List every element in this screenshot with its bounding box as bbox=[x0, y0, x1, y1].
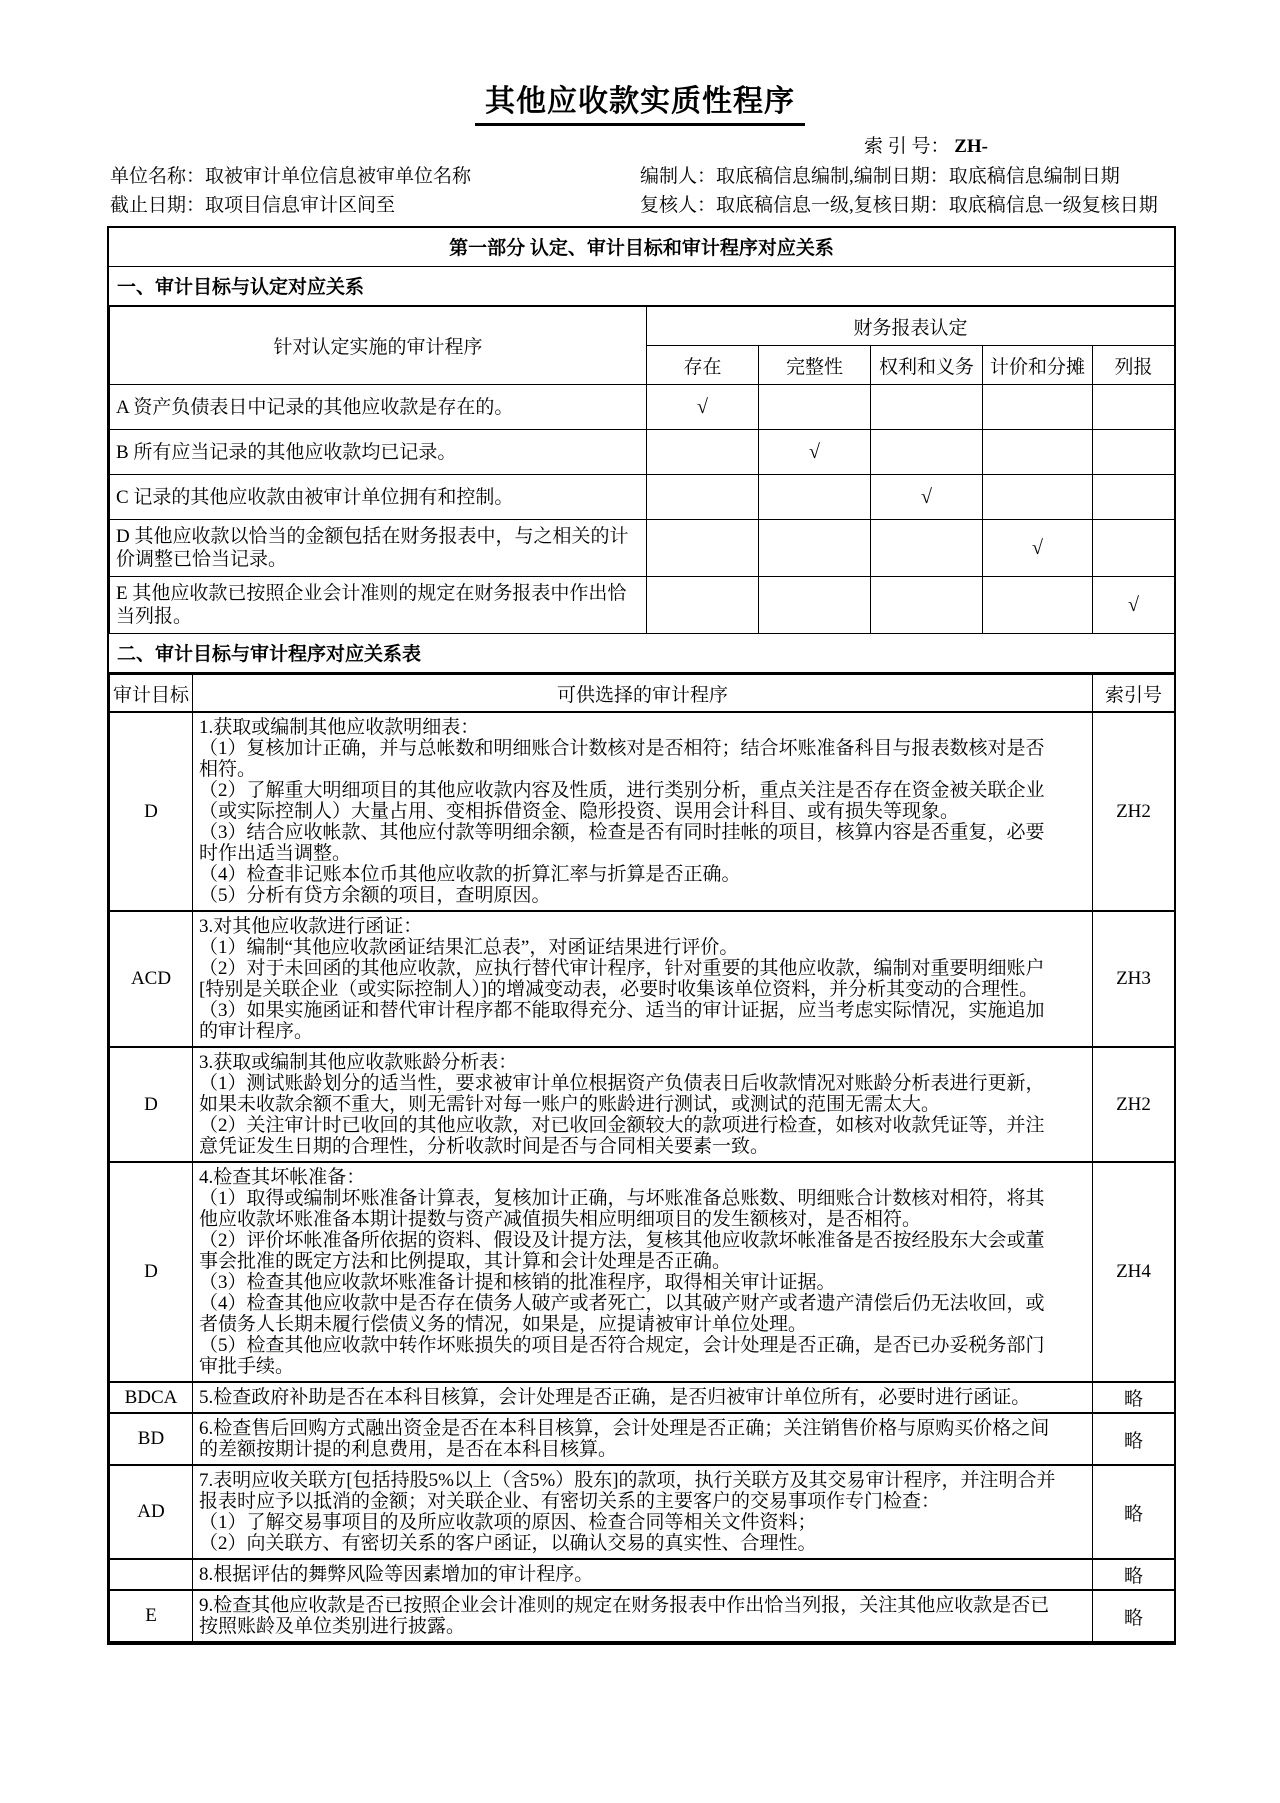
procedure-text-cell bbox=[193, 1162, 1093, 1382]
procedure-item: （1）了解交易事项目的及所应收款项的原因、检查合同等相关文件资料； bbox=[199, 1512, 817, 1533]
assertion-header: 列报 bbox=[1093, 346, 1175, 385]
info-row-2 bbox=[0, 191, 1280, 220]
procedure-item: （3）结合应收帐款、其他应付款等明细余额，检查是否有同时挂帐的项目，核算内容是否重复，必要时作出适当调整。 bbox=[199, 822, 1045, 864]
preparer-label: 编制人： bbox=[640, 166, 717, 187]
procedure-item: 5.检查政府补助是否在本科目核算，会计处理是否正确，是否归被审计单位所有，必要时进行函证。 bbox=[199, 1387, 1031, 1408]
audit-goal-cell: D bbox=[110, 1162, 193, 1382]
check-cell-empty bbox=[871, 577, 983, 634]
assertion-row bbox=[110, 385, 1175, 430]
assertion-procedure-text: B 所有应当记录的其他应收款均已记录。 bbox=[110, 430, 647, 475]
procedure-text-cell bbox=[193, 1413, 1093, 1465]
check-cell-empty bbox=[1093, 520, 1175, 577]
procedure-row bbox=[110, 911, 1175, 1047]
check-cell-empty bbox=[647, 475, 759, 520]
procedure-text-cell bbox=[193, 1465, 1093, 1559]
procedure-text-cell bbox=[193, 911, 1093, 1047]
procedure-row bbox=[110, 1047, 1175, 1162]
procedure-text-cell bbox=[193, 1047, 1093, 1162]
index-ref-cell: 略 bbox=[1093, 1465, 1175, 1559]
index-ref-cell: ZH2 bbox=[1093, 712, 1175, 911]
check-cell-empty bbox=[1093, 430, 1175, 475]
unit-name-value: 取被审计单位信息被审单位名称 bbox=[205, 166, 472, 187]
procedure-item: （2）关注审计时已收回的其他应收款，对已收回金额较大的款项进行检查，如核对收款凭证等，并注意凭证发生日期的合理性，分析收款时间是否与合同相关要素一致。 bbox=[199, 1115, 1045, 1157]
cutoff-date-label: 截止日期： bbox=[110, 195, 206, 216]
procedure-row bbox=[110, 1590, 1175, 1642]
index-ref-cell: ZH4 bbox=[1093, 1162, 1175, 1382]
check-cell-empty bbox=[983, 577, 1093, 634]
procedure-item: （5）分析有贷方余额的项目，查明原因。 bbox=[199, 885, 551, 906]
index-ref-cell: ZH2 bbox=[1093, 1047, 1175, 1162]
check-cell-empty bbox=[1093, 385, 1175, 430]
audit-goal-cell: E bbox=[110, 1590, 193, 1642]
assertion-procedure-text: E 其他应收款已按照企业会计准则的规定在财务报表中作出恰当列报。 bbox=[110, 577, 647, 634]
assertion-header: 完整性 bbox=[759, 346, 871, 385]
check-cell-empty bbox=[759, 475, 871, 520]
procedure-item: （1）编制“其他应收款函证结果汇总表”，对函证结果进行评价。 bbox=[199, 937, 739, 958]
procedure-item: （3）检查其他应收款坏账准备计提和核销的批准程序，取得相关审计证据。 bbox=[199, 1272, 836, 1293]
check-mark: √ bbox=[759, 430, 871, 475]
procedure-item: 9.检查其他应收款是否已按照企业会计准则的规定在财务报表中作出恰当列报，关注其他应收款是否已按照账龄及单位类别进行披露。 bbox=[199, 1595, 1050, 1637]
procedure-item: （1）复核加计正确，并与总帐数和明细账合计数核对是否相符；结合坏账准备科目与报表数核对是否相符。 bbox=[199, 738, 1045, 780]
part1-section-title: 第一部分 认定、审计目标和审计程序对应关系 bbox=[109, 228, 1174, 267]
preparer-field bbox=[640, 162, 1120, 191]
check-mark: √ bbox=[647, 385, 759, 430]
procedure-row bbox=[110, 1413, 1175, 1465]
cutoff-date-field bbox=[110, 191, 395, 220]
check-cell-empty bbox=[983, 430, 1093, 475]
assertion-row bbox=[110, 520, 1175, 577]
review-date-label: 复核日期： bbox=[853, 195, 949, 216]
check-cell-empty bbox=[647, 430, 759, 475]
procedure-item: 6.检查售后回购方式融出资金是否在本科目核算，会计处理是否正确；关注销售价格与原购买价格之间的差额按期计提的利息费用，是否在本科目核算。 bbox=[199, 1418, 1050, 1460]
index-number-value: ZH- bbox=[954, 136, 988, 157]
info-row-1 bbox=[0, 162, 1280, 191]
assertions-table bbox=[109, 306, 1175, 634]
assertion-row bbox=[110, 475, 1175, 520]
assertions-header-row-1 bbox=[110, 307, 1175, 346]
procedure-row bbox=[110, 1465, 1175, 1559]
audit-goal-cell: BD bbox=[110, 1413, 193, 1465]
unit-name-field bbox=[110, 162, 471, 191]
procedure-item: （2）了解重大明细项目的其他应收款内容及性质，进行类别分析，重点关注是否存在资金被关联企业（或实际控制人）大量占用、变相拆借资金、隐形投资、误用会计科目、或有损失等现象。 bbox=[199, 780, 1045, 822]
reviewer-value: 取底稿信息一级, bbox=[716, 195, 854, 216]
assertion-procedure-text: D 其他应收款以恰当的金额包括在财务报表中，与之相关的计价调整已恰当记录。 bbox=[110, 520, 647, 577]
procedures-header-row bbox=[110, 674, 1175, 712]
procedure-item: 3.获取或编制其他应收款账龄分析表： bbox=[199, 1052, 518, 1073]
procedure-item: 3.对其他应收款进行函证： bbox=[199, 916, 423, 937]
unit-name-label: 单位名称： bbox=[110, 166, 206, 187]
procedure-item: （1）取得或编制坏账准备计算表，复核加计正确，与坏账准备总账数、明细账合计数核对相符，将其他应收款坏账准备本期计提数与资产减值损失相应明细项目的发生额核对，是否相符。 bbox=[199, 1188, 1045, 1230]
part1-sub2-title: 二、审计目标与审计程序对应关系表 bbox=[109, 634, 1174, 673]
check-cell-empty bbox=[871, 430, 983, 475]
procedures-column-header: 可供选择的审计程序 bbox=[193, 674, 1093, 712]
audit-goal-cell bbox=[110, 1559, 193, 1590]
audit-goal-cell: D bbox=[110, 712, 193, 911]
assertion-group-header: 财务报表认定 bbox=[647, 307, 1175, 346]
cutoff-date-value: 取项目信息审计区间至 bbox=[205, 195, 396, 216]
assertion-procedure-text: C 记录的其他应收款由被审计单位拥有和控制。 bbox=[110, 475, 647, 520]
procedures-table bbox=[109, 673, 1175, 1643]
check-cell-empty bbox=[1093, 475, 1175, 520]
audit-goal-cell: AD bbox=[110, 1465, 193, 1559]
index-ref-cell: 略 bbox=[1093, 1559, 1175, 1590]
audit-goal-cell: ACD bbox=[110, 911, 193, 1047]
assertion-header: 存在 bbox=[647, 346, 759, 385]
check-mark: √ bbox=[871, 475, 983, 520]
check-mark: √ bbox=[983, 520, 1093, 577]
assertion-row bbox=[110, 430, 1175, 475]
index-number bbox=[0, 134, 1280, 160]
check-cell-empty bbox=[983, 385, 1093, 430]
check-cell-empty bbox=[647, 520, 759, 577]
reviewer-label: 复核人： bbox=[640, 195, 717, 216]
review-date-value: 取底稿信息一级复核日期 bbox=[948, 195, 1158, 216]
procedure-item: （4）检查其他应收款中是否存在债务人破产或者死亡，以其破产财产或者遗产清偿后仍无法收回，或者债务人长期未履行偿债义务的情况，如果是，应提请被审计单位处理。 bbox=[199, 1293, 1045, 1335]
check-cell-empty bbox=[871, 520, 983, 577]
check-cell-empty bbox=[759, 577, 871, 634]
check-cell-empty bbox=[759, 385, 871, 430]
procedure-item: 4.检查其坏帐准备： bbox=[199, 1167, 366, 1188]
assertion-procedure-text: A 资产负债表日中记录的其他应收款是存在的。 bbox=[110, 385, 647, 430]
check-cell-empty bbox=[759, 520, 871, 577]
index-number-label: 索 引 号： bbox=[863, 136, 950, 157]
procedure-text-cell bbox=[193, 1382, 1093, 1413]
reviewer-field bbox=[640, 191, 1158, 220]
index-column-header: 索引号 bbox=[1093, 674, 1175, 712]
procedure-row bbox=[110, 712, 1175, 911]
procedure-item: 7.表明应收关联方[包括持股5%以上（含5%）股东]的款项，执行关联方及其交易审计程序，并注明合并报表时应予以抵消的金额；对关联企业、有密切关系的主要客户的交易事项作专门检查： bbox=[199, 1470, 1056, 1512]
index-ref-cell: 略 bbox=[1093, 1382, 1175, 1413]
procedure-text-cell bbox=[193, 1559, 1093, 1590]
assertion-header: 权利和义务 bbox=[871, 346, 983, 385]
procedure-item: 1.获取或编制其他应收款明细表： bbox=[199, 717, 480, 738]
audit-goal-cell: D bbox=[110, 1047, 193, 1162]
page-title: 其他应收款实质性程序 bbox=[475, 76, 805, 126]
procedure-text-cell bbox=[193, 1590, 1093, 1642]
procedure-item: （1）测试账龄划分的适当性，要求被审计单位根据资产负债表日后收款情况对账龄分析表进行更新，如果未收款余额不重大，则无需针对每一账户的账龄进行测试，或测试的范围无需太大。 bbox=[199, 1073, 1045, 1115]
index-ref-cell: 略 bbox=[1093, 1413, 1175, 1465]
check-cell-empty bbox=[647, 577, 759, 634]
page-title-wrap bbox=[0, 0, 1280, 126]
procedure-item: 8.根据评估的舞弊风险等因素增加的审计程序。 bbox=[199, 1564, 594, 1585]
part1-sub1-title: 一、审计目标与认定对应关系 bbox=[109, 267, 1174, 306]
check-mark: √ bbox=[1093, 577, 1175, 634]
index-ref-cell: 略 bbox=[1093, 1590, 1175, 1642]
procedure-item: （2）对于未回函的其他应收款，应执行替代审计程序，针对重要的其他应收款，编制对重要明细账户[特别是关联企业（或实际控制人）]的增减变动表，必要时收集该单位资料，并分析其变动的合理性。 bbox=[199, 958, 1045, 1000]
audit-goal-cell: BDCA bbox=[110, 1382, 193, 1413]
procedure-item: （2）评价坏帐准备所依据的资料、假设及计提方法，复核其他应收款坏帐准备是否按经股东大会或董事会批准的既定方法和比例提取，其计算和会计处理是否正确。 bbox=[199, 1230, 1045, 1272]
procedure-row bbox=[110, 1559, 1175, 1590]
procedure-item: （4）检查非记账本位币其他应收款的折算汇率与折算是否正确。 bbox=[199, 864, 741, 885]
check-cell-empty bbox=[871, 385, 983, 430]
procedure-item: （3）如果实施函证和替代审计程序都不能取得充分、适当的审计证据，应当考虑实际情况，实施追加的审计程序。 bbox=[199, 1000, 1045, 1042]
check-cell-empty bbox=[983, 475, 1093, 520]
prepare-date-value: 取底稿信息编制日期 bbox=[948, 166, 1120, 187]
prepare-date-label: 编制日期： bbox=[853, 166, 949, 187]
procedure-item: （2）向关联方、有密切关系的客户函证，以确认交易的真实性、合理性。 bbox=[199, 1533, 817, 1554]
procedure-row bbox=[110, 1382, 1175, 1413]
procedure-row bbox=[110, 1162, 1175, 1382]
procedure-item: （5）检查其他应收款中转作坏账损失的项目是否符合规定，会计处理是否正确，是否已办妥税务部门审批手续。 bbox=[199, 1335, 1045, 1377]
document-info bbox=[0, 162, 1280, 220]
procedure-column-header: 针对认定实施的审计程序 bbox=[110, 307, 647, 385]
procedure-text-cell bbox=[193, 712, 1093, 911]
preparer-value: 取底稿信息编制, bbox=[716, 166, 854, 187]
assertion-row bbox=[110, 577, 1175, 634]
goal-column-header: 审计目标 bbox=[110, 674, 193, 712]
worksheet bbox=[107, 226, 1176, 1645]
index-ref-cell: ZH3 bbox=[1093, 911, 1175, 1047]
assertion-header: 计价和分摊 bbox=[983, 346, 1093, 385]
